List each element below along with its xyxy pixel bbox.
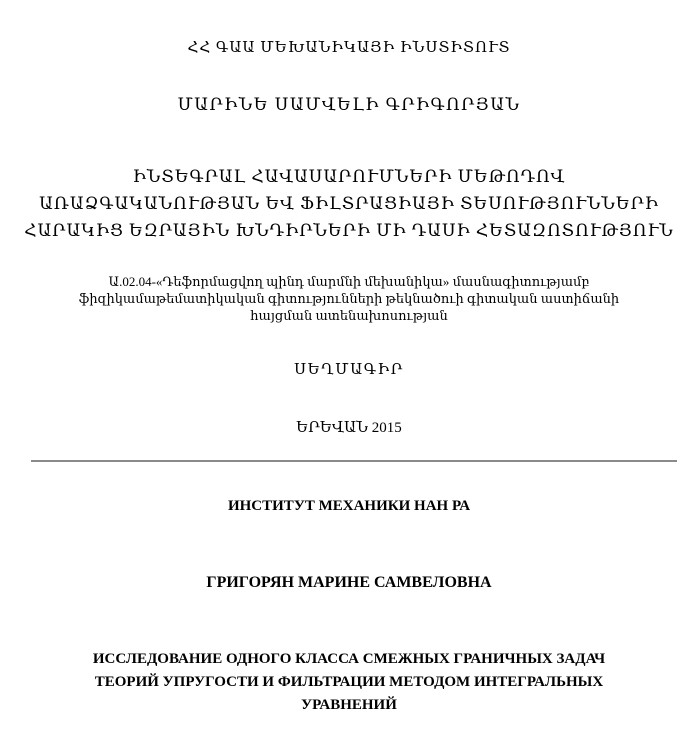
armenian-institute-name: ՀՀ ԳԱԱ ՄԵԽԱՆԻԿԱՅԻ ԻՆՍՏԻՏՈՒՏ <box>187 40 511 56</box>
armenian-title-line-2: ԱՌԱՁԳԱԿԱՆՈՒԹՅԱՆ ԵՎ ՖԻԼՏՐԱՑԻԱՅԻ ՏԵՍՈՒԹՅՈՒՆՆԵՐԻ <box>39 194 659 213</box>
armenian-thesis-title <box>0 163 698 244</box>
russian-author-name: ГРИГОРЯН МАРИНЕ САМВЕЛОВНА <box>206 574 492 591</box>
russian-institute-name: ИНСТИТУТ МЕХАНИКИ НАН РА <box>227 498 471 514</box>
armenian-title-line-3: ՀԱՐԱԿԻՑ ԵԶՐԱՅԻՆ ԽՆԴԻՐՆԵՐԻ ՄԻ ԴԱՍԻ ՀԵՏԱԶՈՏՈՒԹՅՈՒՆ <box>24 221 674 240</box>
section-divider <box>31 460 677 462</box>
armenian-author-name: ՄԱՐԻՆԵ ՍԱՄՎԵԼԻ ԳՐԻԳՈՐՅԱՆ <box>177 95 521 114</box>
russian-title-line-2: ТЕОРИЙ УПРУГОСТИ И ФИЛЬТРАЦИИ МЕТОДОМ ИНТЕГРАЛЬНЫХ <box>94 674 604 690</box>
armenian-specialty-line-2: ֆիզիկամաթեմատիկական գիտությունների թեկնածուի գիտական աստիճանի <box>78 291 620 306</box>
russian-thesis-title <box>0 648 698 717</box>
russian-title-line-1: ИССЛЕДОВАНИЕ ОДНОГО КЛАССА СМЕЖНЫХ ГРАНИЧНЫХ ЗАДАЧ <box>92 651 606 667</box>
armenian-city-year: ԵՐԵՎԱՆ 2015 <box>296 420 402 436</box>
armenian-specialty-line-3: հայցման ատենախոսության <box>250 308 448 323</box>
armenian-title-line-1: ԻՆՏԵԳՐԱԼ ՀԱՎԱՍԱՐՈՒՄՆԵՐԻ ՄԵԹՈԴՈՎ <box>132 167 566 186</box>
armenian-document-type: ՍԵՂՄԱԳԻՐ <box>294 362 404 378</box>
russian-title-line-3: УРАВНЕНИЙ <box>301 697 397 713</box>
armenian-specialty-line-1: Ա.02.04-«Դեֆորմացվող պինդ մարմնի մեխանիկա» մասնագիտությամբ <box>108 274 590 289</box>
armenian-specialty-description <box>0 273 698 324</box>
